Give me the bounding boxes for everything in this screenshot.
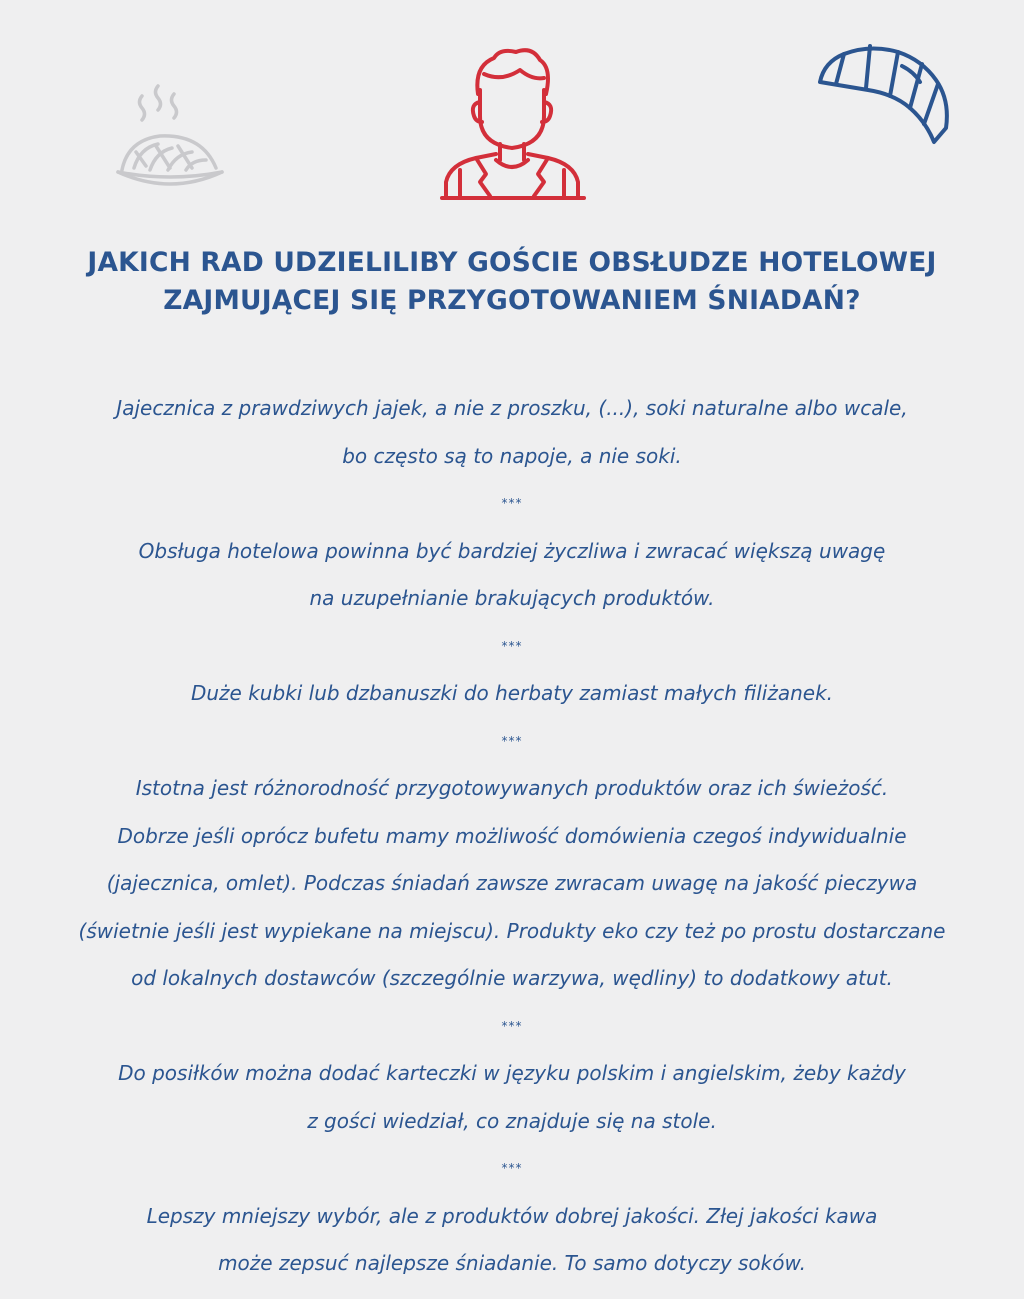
quotes-list xyxy=(30,385,994,1288)
quote-1-line-2: bo często są to napoje, a nie soki. xyxy=(342,443,682,468)
quote-5-line-1: Do posiłków można dodać karteczki w języku polskim i angielskim, żeby każdy xyxy=(118,1061,906,1085)
title-line-2: ZAJMUJĄCEJ SIĘ PRZYGOTOWANIEM ŚNIADAŃ? xyxy=(163,285,861,316)
quote-2-line-1: Obsługa hotelowa powinna być bardziej życzliwa i zwracać większą uwagę xyxy=(138,538,886,563)
quote-4-line-1: Istotna jest różnorodność przygotowywanych produktów oraz ich świeżość. xyxy=(135,776,889,800)
quote-4-line-4: (świetnie jeśli jest wypiekane na miejscu). Produkty eko czy też po prostu dostarczane xyxy=(78,918,946,943)
steaming-plate-icon xyxy=(112,80,228,192)
separator: *** xyxy=(501,638,523,653)
quote-4-line-3: (jajecznica, omlet). Podczas śniadań zawsze zwracam uwagę na jakość pieczywa xyxy=(106,871,918,895)
person-icon xyxy=(440,44,586,202)
quote-6-line-2: może zepsuć najlepsze śniadanie. To samo dotyczy soków. xyxy=(218,1251,806,1275)
separator: *** xyxy=(501,1161,523,1175)
title-line-1: JAKICH RAD UDZIELILIBY GOŚCIE OBSŁUDZE HOTELOWEJ xyxy=(87,247,937,278)
separator: *** xyxy=(501,1018,523,1033)
page-title xyxy=(40,244,984,320)
quote-2-line-2: na uzupełnianie brakujących produktów. xyxy=(309,586,715,610)
quote-6-line-1: Lepszy mniejszy wybór, ale z produktów dobrej jakości. Złej jakości kawa xyxy=(146,1203,878,1228)
quote-1-line-1: Jajecznica z prawdziwych jajek, a nie z proszku, (...), soki naturalne albo wcale, xyxy=(116,396,908,420)
quote-4-line-5: od lokalnych dostawców (szczególnie warzywa, wędliny) to dodatkowy atut. xyxy=(131,966,893,990)
croissant-icon xyxy=(814,38,954,150)
quote-5-line-2: z gości wiedział, co znajduje się na stole. xyxy=(307,1108,717,1133)
quote-4-line-2: Dobrze jeśli oprócz bufetu mamy możliwość domówienia czegoś indywidualnie xyxy=(117,823,907,848)
separator: *** xyxy=(501,496,523,510)
separator: *** xyxy=(501,733,523,748)
quote-3-line-1: Duże kubki lub dzbanuszki do herbaty zamiast małych filiżanek. xyxy=(190,681,834,705)
